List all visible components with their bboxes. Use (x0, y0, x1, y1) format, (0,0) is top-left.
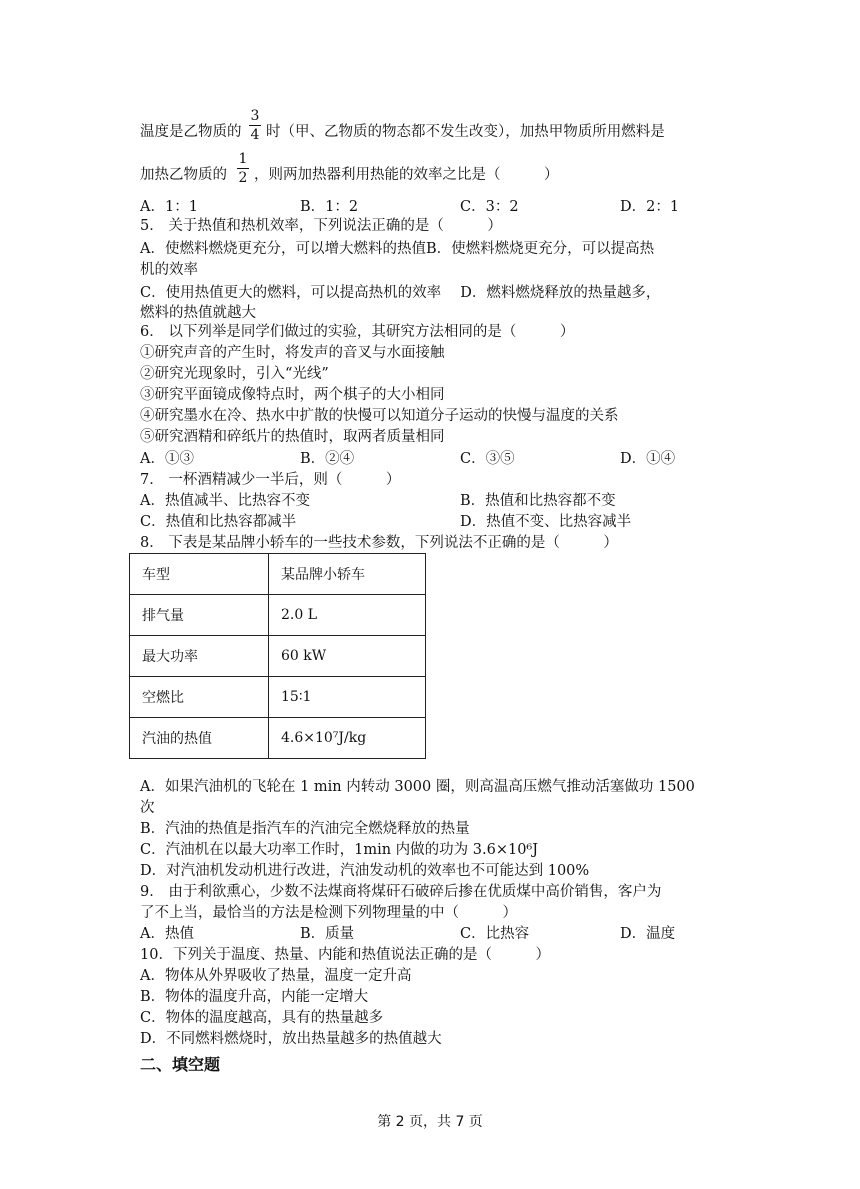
q10-option-a: A．物体从外界吸收了热量，温度一定升高 (140, 968, 412, 984)
fraction-1-numerator: 3 (250, 108, 260, 124)
spec-table (129, 553, 426, 759)
fraction-1-denominator: 4 (250, 127, 260, 143)
q6-item-4: ④研究墨水在冷、热水中扩散的快慢可以知道分子运动的快慢与温度的关系 (140, 408, 619, 424)
table-row (130, 718, 426, 759)
q5-line-4: 燃料的热值就越大 (140, 305, 256, 321)
q5-line-3: C．使用热值更大的燃料，可以提高热机的效率 D．燃料燃烧释放的热量越多， (140, 285, 661, 301)
q6-option-b: B．②④ (300, 451, 355, 467)
q5-line-1: A．使燃料燃烧更充分，可以增大燃料的热值B．使燃料燃烧更充分，可以提高热 (140, 241, 655, 257)
q5-stem: 5． 关于热值和热机效率，下列说法正确的是（ ） (140, 218, 502, 234)
table-cell: 2.0 L (269, 595, 426, 636)
q8-stem: 8． 下表是某品牌小轿车的一些技术参数，下列说法不正确的是（ ） (140, 535, 618, 551)
table-cell: 排气量 (130, 595, 269, 636)
q6-item-5: ⑤研究酒精和碎纸片的热值时，取两者质量相同 (140, 429, 445, 445)
q6-option-d: D．①④ (620, 451, 676, 467)
q10-option-b: B．物体的温度升高，内能一定增大 (140, 989, 369, 1005)
table-row (130, 595, 426, 636)
q4-line2-a: 加热乙物质的 (140, 167, 227, 183)
q6-option-c: C．③⑤ (460, 451, 515, 467)
q6-stem: 6． 以下列举是同学们做过的实验，其研究方法相同的是（ ） (140, 324, 575, 340)
q9-option-a: A．热值 (140, 926, 194, 942)
table-cell: 汽油的热值 (130, 718, 269, 759)
q7-option-c: C．热值和比热容都减半 (140, 514, 297, 530)
q7-option-a: A．热值减半、比热容不变 (140, 493, 310, 509)
fraction-2-numerator: 1 (238, 151, 248, 167)
q8-line-5: D．对汽油机发动机进行改进，汽油发动机的效率也不可能达到 100% (140, 863, 590, 879)
q4-option-d: D．2：1 (620, 199, 680, 215)
fraction-2-bar (237, 168, 249, 169)
table-cell: 空燃比 (130, 677, 269, 718)
table-cell: 最大功率 (130, 636, 269, 677)
q4-line1-b: 时（甲、乙物质的物态都不发生改变），加热甲物质所用燃料是 (266, 124, 665, 140)
q8-line-1: A．如果汽油机的飞轮在 1 min 内转动 3000 圈，则高温高压燃气推动活塞做功 1500 (140, 779, 695, 795)
table-cell: 4.6×10⁷J/kg (269, 718, 426, 759)
q9-line-2: 了不上当，最恰当的方法是检测下列物理量的中（ ） (140, 905, 517, 921)
q5-line-2: 机的效率 (140, 262, 198, 278)
q9-option-d: D．温度 (620, 926, 676, 942)
q6-option-a: A．①③ (140, 451, 194, 467)
table-cell: 车型 (130, 554, 269, 595)
q10-stem: 10．下列关于温度、热量、内能和热值说法正确的是（ ） (140, 947, 550, 963)
q9-option-c: C．比热容 (460, 926, 530, 942)
q8-line-3: B．汽油的热值是指汽车的汽油完全燃烧释放的热量 (140, 821, 470, 837)
table-row (130, 636, 426, 677)
table-cell: 15∶1 (269, 677, 426, 718)
table-row (130, 554, 426, 595)
q8-line-2: 次 (140, 800, 155, 816)
q7-option-b: B．热值和比热容都不变 (460, 493, 616, 509)
q4-line2-b: ，则两加热器利用热能的效率之比是（ ） (254, 167, 559, 183)
q4-line1-a: 温度是乙物质的 (140, 124, 242, 140)
table-cell: 60 kW (269, 636, 426, 677)
table-cell: 某品牌小轿车 (269, 554, 426, 595)
fraction-2-denominator: 2 (238, 170, 248, 186)
q4-option-c: C．3：2 (460, 199, 519, 215)
q6-item-1: ①研究声音的产生时，将发声的音叉与水面接触 (140, 345, 445, 361)
q9-line-1: 9． 由于利欲熏心，少数不法煤商将煤矸石破碎后掺在优质煤中高价销售，客户为 (140, 884, 662, 900)
q10-option-c: C．物体的温度越高，具有的热量越多 (140, 1010, 384, 1026)
page-footer: 第 2 页，共 7 页 (377, 1114, 483, 1130)
q4-option-a: A．1：1 (140, 199, 198, 215)
section-heading: 二、填空题 (140, 1055, 221, 1074)
fraction-1-bar (249, 125, 261, 126)
q8-line-4: C．汽油机在以最大功率工作时，1min 内做的功为 3.6×10⁶J (140, 842, 539, 858)
q6-item-3: ③研究平面镜成像特点时，两个棋子的大小相同 (140, 387, 445, 403)
q4-option-b: B．1：2 (300, 199, 359, 215)
q9-option-b: B．质量 (300, 926, 355, 942)
table-row (130, 677, 426, 718)
q10-option-d: D．不同燃料燃烧时，放出热量越多的热值越大 (140, 1031, 442, 1047)
q6-item-2: ②研究光现象时，引入“光线” (140, 366, 329, 382)
q7-option-d: D．热值不变、比热容减半 (460, 514, 632, 530)
q7-stem: 7． 一杯酒精减少一半后，则（ ） (140, 472, 401, 488)
